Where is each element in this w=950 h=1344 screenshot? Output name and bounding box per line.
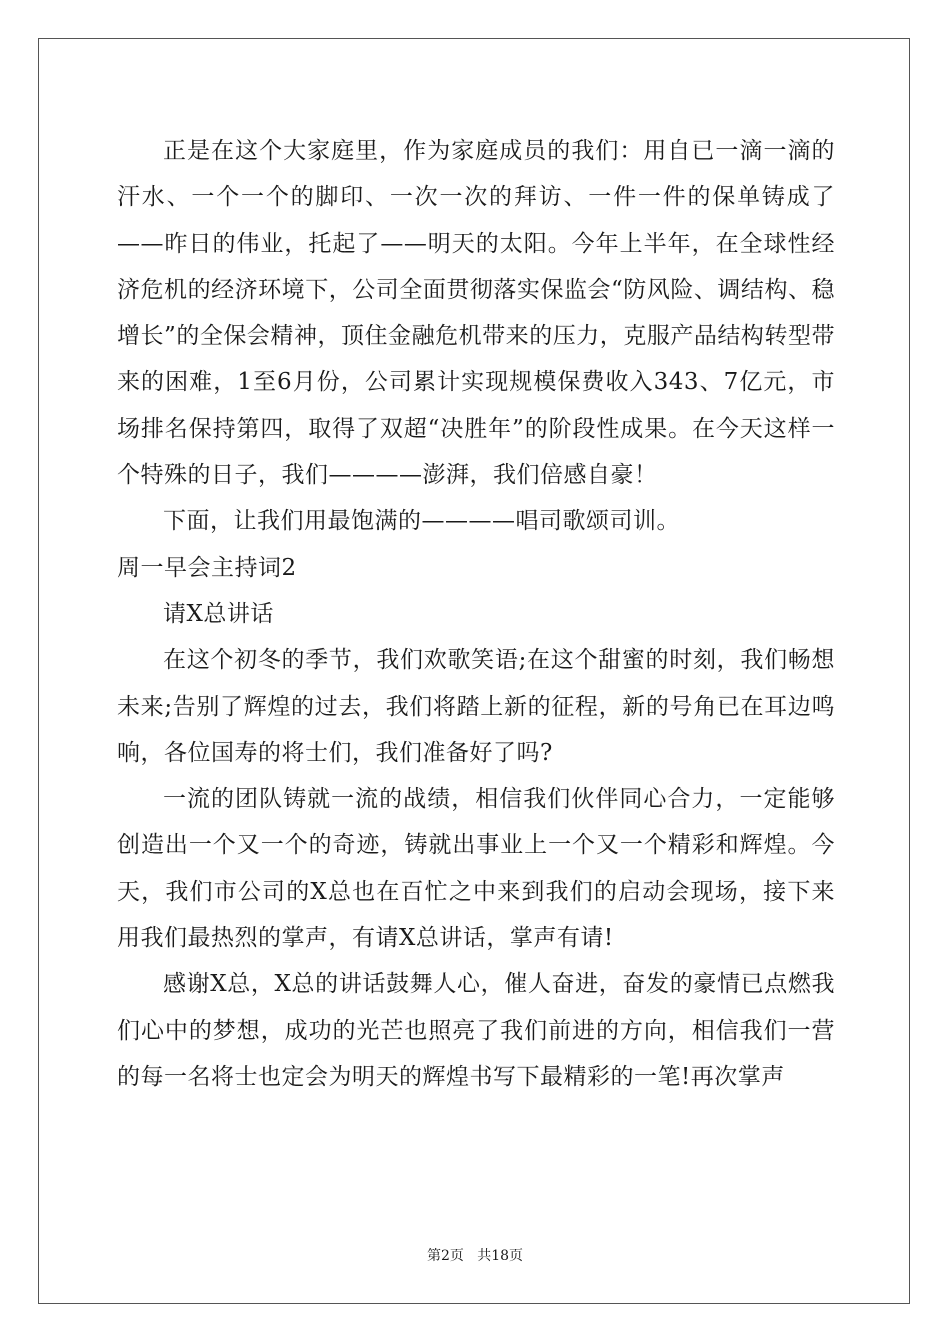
paragraph-invite-speech: 请X总讲话 bbox=[163, 600, 274, 627]
paragraph-early-winter: 在这个初冬的季节，我们欢歌笑语;在这个甜蜜的时刻，我们畅想未来;告别了辉煌的过去，我们将踏上新的征程，新的号角已在耳边鸣响，各位国寿的将士们，我们准备好了吗? bbox=[117, 647, 835, 766]
paragraph-team: 一流的团队铸就一流的战绩，相信我们伙伴同心合力，一定能够创造出一个又一个的奇迹，铸就出事业上一个又一个精彩和辉煌。今天，我们市公司的X总也在百忙之中来到我们的启动会现场，接下来用我们最热烈的掌声，有请X总讲话，掌声有请! bbox=[117, 786, 835, 952]
paragraph-intro: 正是在这个大家庭里，作为家庭成员的我们：用自已一滴一滴的汗水、一个一个的脚印、一次一次的拜访、一件一件的保单铸成了——昨日的伟业，托起了——明天的太阳。今年上半年，在全球性经济危机的经济环境下，公司全面贯彻落实保监会“防风险、调结构、稳增长”的全保会精神，顶住金融危机带来的压力，克服产品结构转型带来的困难，1至6月份，公司累计实现规模保费收入343、7亿元，市场排名保持第四，取得了双超“决胜年”的阶段性成果。在今天这样一个特殊的日子，我们————澎湃，我们倍感自豪！ bbox=[117, 138, 835, 489]
paragraph-song: 下面，让我们用最饱满的————唱司歌颂司训。 bbox=[163, 508, 680, 535]
document-body bbox=[117, 128, 835, 1100]
paragraph-thanks: 感谢X总，X总的讲话鼓舞人心，催人奋进，奋发的豪情已点燃我们心中的梦想，成功的光芒也照亮了我们前进的方向，相信我们一营的每一名将士也定会为明天的辉煌书写下最精彩的一笔!再次掌声 bbox=[117, 971, 835, 1090]
page-footer: 第2页 共18页 bbox=[426, 1248, 524, 1264]
section-heading: 周一早会主持词2 bbox=[117, 554, 297, 581]
